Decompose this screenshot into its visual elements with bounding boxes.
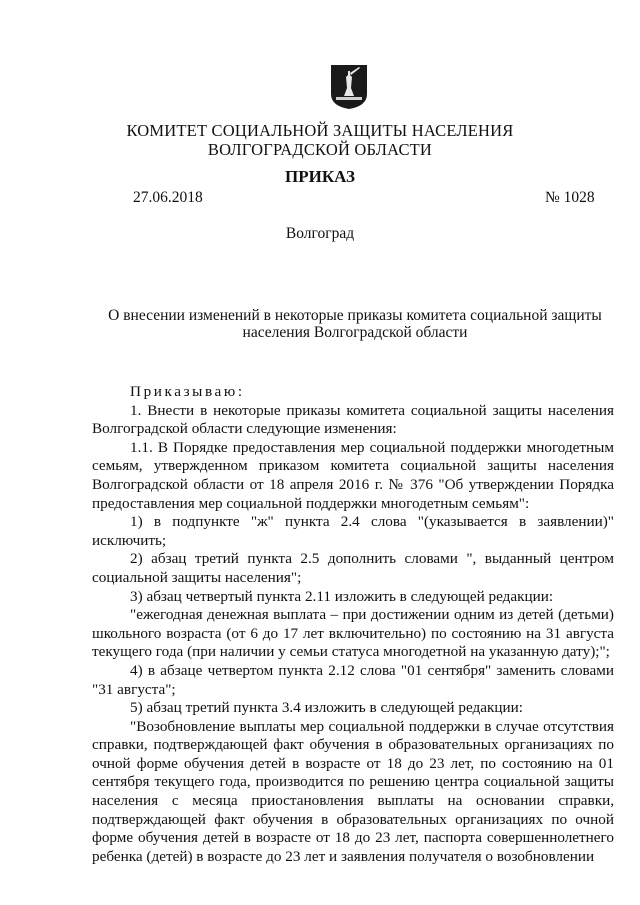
body-paragraph: 1.1. В Порядке предоставления мер социальной поддержки многодетным семьям, утвержденном приказом комитета социальной защиты населения Волгоградской области от 18 апреля 2016 г. № 376 "Об утверждении Порядка предоставления мер социальной поддержки многодетным семьям": <box>92 438 614 512</box>
volgograd-coat-of-arms-icon <box>330 64 368 110</box>
document-type-title: ПРИКАЗ <box>285 167 355 186</box>
order-lead-word: Приказываю: <box>130 383 245 400</box>
body-paragraph: 5) абзац третий пункта 3.4 изложить в следующей редакции: <box>130 699 523 717</box>
order-body <box>92 383 614 866</box>
order-subject: О внесении изменений в некоторые приказы комитета социальной защиты населения Волгоградской области <box>108 307 602 341</box>
city-name: Волгоград <box>285 225 355 242</box>
committee-name-line-2: ВОЛГОГРАДСКОЙ ОБЛАСТИ <box>207 140 433 159</box>
body-paragraph: 1) в подпункте "ж" пункта 2.4 слова "(указывается в заявлении)" исключить; <box>92 513 614 549</box>
body-paragraph: 1. Внести в некоторые приказы комитета социальной защиты населения Волгоградской области следующие изменения: <box>92 401 614 438</box>
committee-name-line-1: КОМИТЕТ СОЦИАЛЬНОЙ ЗАЩИТЫ НАСЕЛЕНИЯ <box>126 121 514 140</box>
order-number: № 1028 <box>545 189 595 206</box>
body-paragraph: 2) абзац третий пункта 2.5 дополнить словами ", выданный центром социальной защиты населения"; <box>92 550 614 586</box>
order-date: 27.06.2018 <box>133 189 203 206</box>
body-paragraph: "ежегодная денежная выплата – при достижении одним из детей (детьми) школьного возраста (от 6 до 17 лет включительно) по состоянию на 31 августа текущего года (при наличии у семьи статуса многодетной на указанную дату);"; <box>92 606 614 661</box>
body-paragraph: 4) в абзаце четвертом пункта 2.12 слова "01 сентября" заменить словами "31 августа"; <box>92 661 614 698</box>
body-paragraph: "Возобновление выплаты мер социальной поддержки в случае отсутствия справки, подтверждающей факт обучения в образовательных организациях по очной форме обучения детей в возрасте от 18 до 23 лет, по состоянию на 01 сентября текущего года, производится по решению центра социальной защиты населения с месяца приостановления выплаты на основании справки, подтверждающей факт обучения в образовательных организациях по очной форме обучения детей в возрасте от 18 до 23 лет, паспорта совершеннолетнего ребенка (детей) в возрасте до 23 лет и заявления получателя о возобновлении <box>92 717 614 865</box>
body-paragraph: 3) абзац четвертый пункта 2.11 изложить в следующей редакции: <box>130 587 554 605</box>
